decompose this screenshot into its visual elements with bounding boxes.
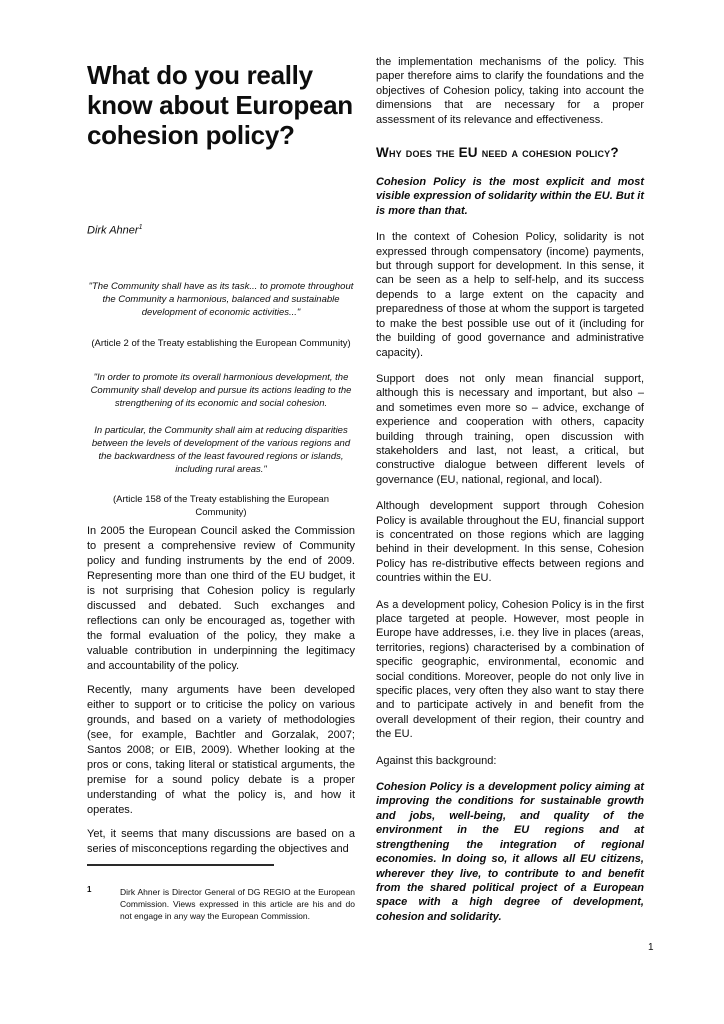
left-column-body xyxy=(87,524,355,866)
background-line: Against this background: xyxy=(376,754,497,767)
treaty-quote-1: "The Community shall have as its task... to promote throughout the Community a harmonious, balanced and sustainable development of economic activities..." xyxy=(88,281,354,318)
author-line xyxy=(87,220,355,239)
treaty-quote-2: "In order to promote its overall harmonious development, the Community shall develop and pursue its actions leading to the strengthening of its economic and social cohesion. xyxy=(90,372,352,409)
closing-paragraph: Cohesion Policy is a development policy aiming at improving the conditions for sustainable growth and jobs, well-being, and quality of the environment in the EU regions and at strengthening the integration of regional economies. In doing so, it allows all EU citizens, wherever they live, to contribute to and benefit from the shared political project of a European space with a high degree of development, cohesion and solidarity. xyxy=(376,781,644,923)
author-footnote-ref: 1 xyxy=(138,224,143,231)
section-heading: Why does the EU need a cohesion policy? xyxy=(376,145,619,161)
page-number: 1 xyxy=(648,942,654,953)
treaty-quote-3: In particular, the Community shall aim at reducing disparities between the levels of development of the various regions and the backwardness of the least favoured regions or islands, including rural areas." xyxy=(91,425,351,475)
body-paragraph: Support does not only mean financial support, although this is necessary and important, but also – and sometimes even more so – advice, exchange of experience and cooperation with others, capacity building through training, open discussion with stakeholders and last, not least, a critical, but constructive dialogue between different levels of governance (EU, national, regional, and local). xyxy=(376,372,644,486)
footnote-marker: 1 xyxy=(87,885,92,894)
treaty-citation-2: (Article 158 of the Treaty establishing the European Community) xyxy=(113,494,329,518)
footnote-text: Dirk Ahner is Director General of DG REGIO at the European Commission. Views expressed in this article are his and do not engage in any way the European Commission. xyxy=(120,887,355,921)
body-paragraph: As a development policy, Cohesion Policy is in the first place targeted at people. However, most people in Europe have addresses, i.e. they live in places (areas, territories, regions) characterised by a combination of specific geographic, environmental, economic and social conditions. Moreover, people do not only live in specific places, very often they also want to stay there and to participate actively in and benefit from the overall development of their region, their country and the EU. xyxy=(376,598,644,741)
body-paragraph: In 2005 the European Council asked the Commission to present a comprehensive review of Community policy and funding instruments by the end of 2009. Representing more than one third of the EU budget, it is not surprising that Cohesion policy is regularly discussed and debated. Such exchanges and reflections can only be encouraged as, together with the formal evaluation of the policy, they make a valuable contribution in underpinning the legitimacy and accountability of the policy. xyxy=(87,525,355,672)
right-column-body xyxy=(376,55,644,936)
author-name: Dirk Ahner xyxy=(87,224,139,237)
epigraph-block xyxy=(87,280,355,519)
body-paragraph: Although development support through Cohesion Policy is available throughout the EU, financial support is concentrated on those regions which are lagging behind in their development. In this sense, Cohesion Policy has re-distributive effects between regions and countries within the EU. xyxy=(376,500,644,585)
article-title: What do you really know about European cohesion policy? xyxy=(87,60,353,150)
treaty-citation-1: (Article 2 of the Treaty establishing the European Community) xyxy=(91,338,351,349)
body-paragraph: the implementation mechanisms of the policy. This paper therefore aims to clarify the foundations and the objectives of Cohesion policy, taking into account the dimensions that are necessary for a proper assessment of its relevance and effectiveness. xyxy=(376,56,644,126)
body-paragraph: Recently, many arguments have been developed either to support or to criticise the policy on various grounds, and based on a variety of methodologies (see, for example, Bachtler and Gorzalak, 2007; Santos 2008; or EIB, 2009). Whether looking at the pros or cons, taking literal or statistical arguments, the premise for a sound policy debate is a proper understanding of what the policy is, and how it operates. xyxy=(87,684,355,816)
lead-paragraph: Cohesion Policy is the most explicit and most visible expression of solidarity within the EU. But it is more than that. xyxy=(376,176,644,217)
footnote xyxy=(87,886,355,922)
footnote-separator xyxy=(87,864,274,866)
body-paragraph: Yet, it seems that many discussions are based on a series of misconceptions regarding the objectives and xyxy=(87,828,355,855)
body-paragraph: In the context of Cohesion Policy, solidarity is not expressed through compensatory (income) payments, but through support for development. In this sense, it can be seen as a help to self-help, and its success depends to a large extent on the capacity and preparedness of those at whom the support is targeted to make the best possible use out of it (including for the building of good governance and administrative capacity). xyxy=(376,231,644,359)
